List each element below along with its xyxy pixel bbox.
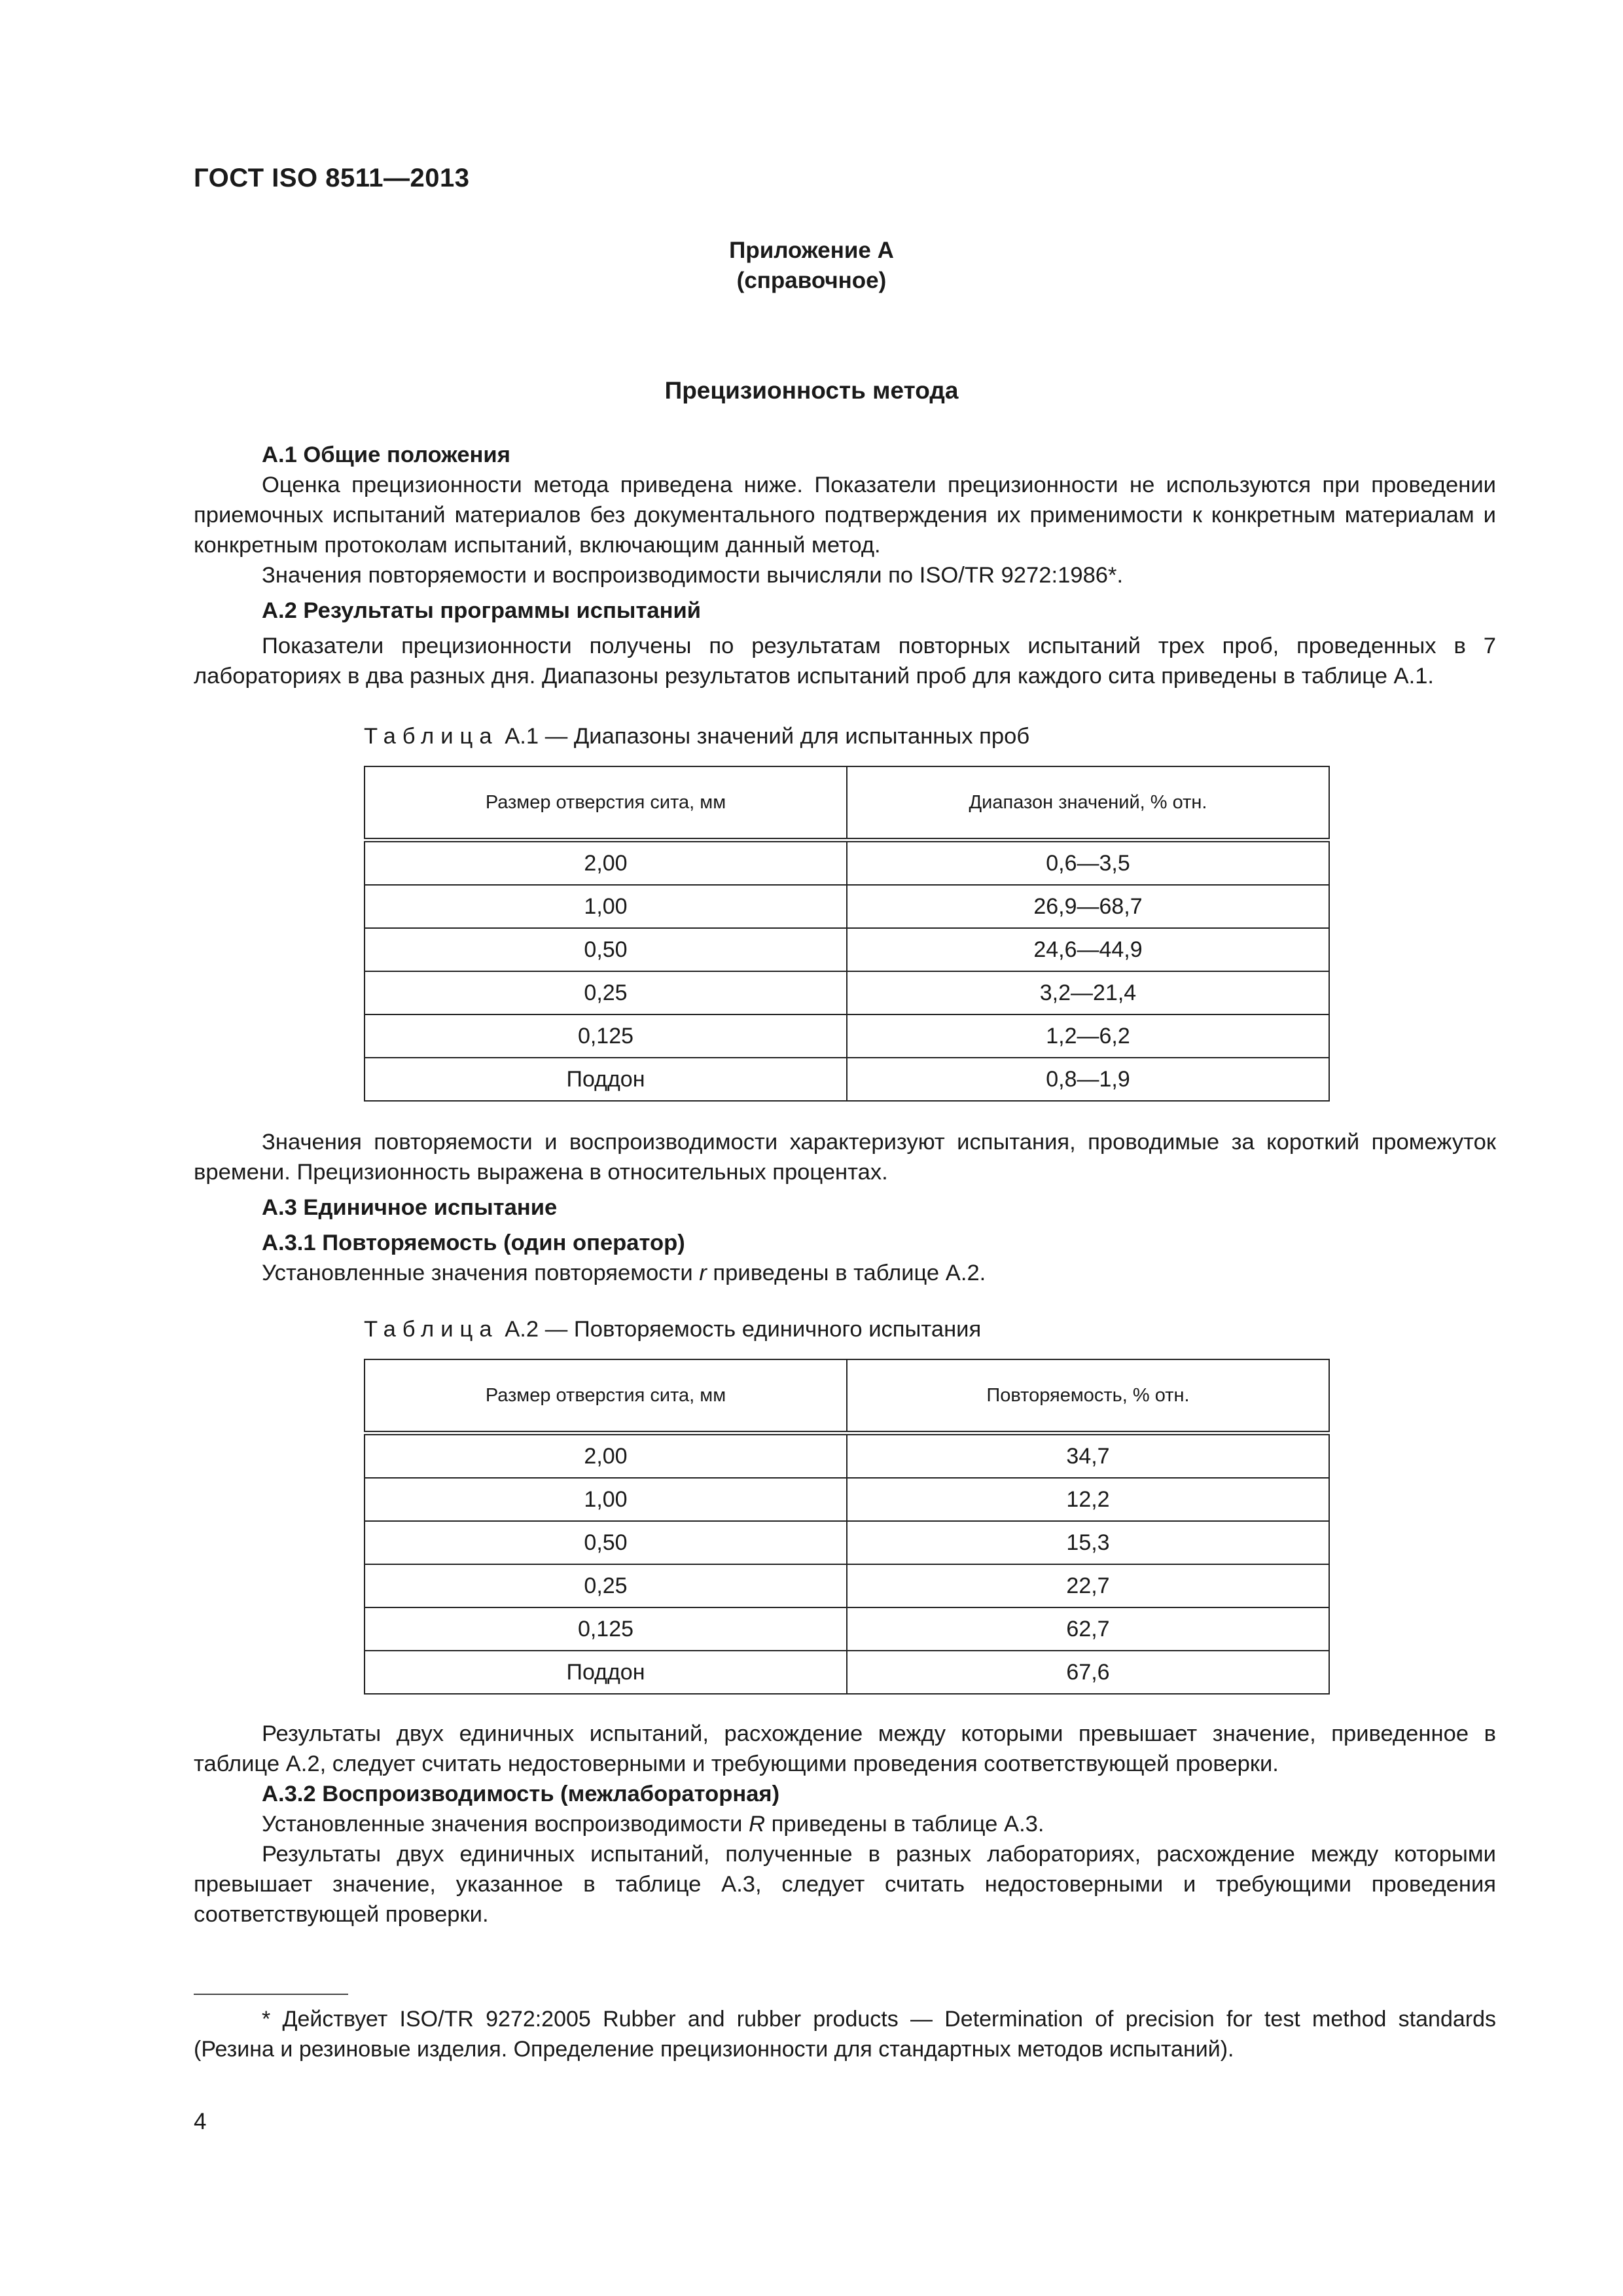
table-cell: 24,6—44,9: [847, 928, 1329, 971]
appendix-type: (справочное): [736, 268, 887, 293]
appendix-heading: [0, 236, 1623, 296]
subsection-heading-a31: А.3.1 Повторяемость (один оператор): [262, 1230, 685, 1255]
table-row: [365, 840, 1329, 886]
table-cell: 67,6: [847, 1651, 1329, 1694]
table-cell: 3,2—21,4: [847, 971, 1329, 1014]
table-row: [365, 1651, 1329, 1694]
table-row: [365, 928, 1329, 971]
table-a2: [364, 1359, 1330, 1695]
section-a3: [194, 1127, 1496, 1288]
variable-R: R: [749, 1812, 766, 1837]
paragraph: Установленные значения повторяемости r приведены в таблице А.2.: [262, 1261, 986, 1285]
table-cell: Поддон: [365, 1058, 847, 1101]
paragraph: Установленные значения воспроизводимости R приведены в таблице А.3.: [262, 1812, 1044, 1837]
paragraph: Результаты двух единичных испытаний, расхождение между которыми превышает значение, приведенное в таблице А.2, следует считать недостоверными и требующими проведения соответствующей проверки.: [194, 1721, 1496, 1776]
table-cell: 0,125: [365, 1607, 847, 1651]
footnote: [194, 2004, 1496, 2064]
section-heading-a3: А.3 Единичное испытание: [262, 1195, 558, 1220]
table-cell: 0,25: [365, 971, 847, 1014]
section-a1-a2: [194, 440, 1496, 691]
column-header: Размер отверстия сита, мм: [365, 1359, 847, 1433]
table-row: [365, 1607, 1329, 1651]
caption-text: А.1 — Диапазоны значений для испытанных проб: [505, 724, 1030, 749]
table-header-row: [365, 1359, 1329, 1433]
caption-label: Таблица: [364, 724, 499, 749]
column-header: Повторяемость, % отн.: [847, 1359, 1329, 1433]
table-cell: 1,00: [365, 885, 847, 928]
caption-text: А.2 — Повторяемость единичного испытания: [505, 1317, 982, 1342]
table-cell: 0,8—1,9: [847, 1058, 1329, 1101]
table-cell: 1,00: [365, 1478, 847, 1521]
table-cell: 0,25: [365, 1564, 847, 1607]
table-cell: 0,125: [365, 1014, 847, 1058]
footnote-text: * Действует ISO/TR 9272:2005 Rubber and rubber products — Determination of precision for test method standards (Резина и резиновые изделия. Определение прецизионности для стандартных методов испытаний).: [194, 2007, 1496, 2062]
page-number: 4: [194, 2109, 207, 2134]
table-caption-a1: [364, 724, 1029, 749]
table-cell: 0,50: [365, 1521, 847, 1564]
table-cell: 15,3: [847, 1521, 1329, 1564]
section-a32: [194, 1719, 1496, 1929]
table-row: [365, 1014, 1329, 1058]
table-row: [365, 1564, 1329, 1607]
table-cell: 1,2—6,2: [847, 1014, 1329, 1058]
appendix-name: Приложение А: [729, 238, 894, 263]
table-cell: 22,7: [847, 1564, 1329, 1607]
table-cell: 2,00: [365, 1433, 847, 1479]
document-id: ГОСТ ISO 8511—2013: [194, 164, 470, 192]
appendix-title: Прецизионность метода: [664, 377, 959, 404]
table-cell: 62,7: [847, 1607, 1329, 1651]
table-row: [365, 1478, 1329, 1521]
table-header-row: [365, 766, 1329, 840]
subsection-heading-a32: А.3.2 Воспроизводимость (межлабораторная): [262, 1782, 780, 1806]
section-heading-a2: А.2 Результаты программы испытаний: [262, 598, 702, 623]
table-row: [365, 1058, 1329, 1101]
table-row: [365, 971, 1329, 1014]
table-caption-a2: [364, 1317, 981, 1342]
table-cell: 26,9—68,7: [847, 885, 1329, 928]
column-header: Диапазон значений, % отн.: [847, 766, 1329, 840]
table-cell: Поддон: [365, 1651, 847, 1694]
table-a1: [364, 766, 1330, 1102]
variable-r: r: [699, 1261, 707, 1285]
paragraph: Значения повторяемости и воспроизводимости вычисляли по ISO/TR 9272:1986*.: [262, 563, 1124, 588]
table-cell: 12,2: [847, 1478, 1329, 1521]
table-row: [365, 885, 1329, 928]
table-cell: 0,50: [365, 928, 847, 971]
caption-label: Таблица: [364, 1317, 499, 1342]
footnote-divider: [194, 1994, 348, 1995]
table-cell: 2,00: [365, 840, 847, 886]
table-cell: 0,6—3,5: [847, 840, 1329, 886]
section-heading-a1: А.1 Общие положения: [262, 442, 510, 467]
paragraph: Показатели прецизионности получены по результатам повторных испытаний трех проб, проведенных в 7 лабораториях в два разных дня. Диапазоны результатов испытаний проб для каждого сита приведены в таблице А.1.: [194, 634, 1496, 689]
table-row: [365, 1521, 1329, 1564]
paragraph: Оценка прецизионности метода приведена ниже. Показатели прецизионности не используются при проведении приемочных испытаний материалов без документального подтверждения их применимости к конкретным материалам и конкретным протоколам испытаний, включающим данный метод.: [194, 473, 1496, 558]
paragraph: Значения повторяемости и воспроизводимости характеризуют испытания, проводимые за короткий промежуток времени. Прецизионность выражена в относительных процентах.: [194, 1130, 1496, 1185]
table-cell: 34,7: [847, 1433, 1329, 1479]
table-row: [365, 1433, 1329, 1479]
column-header: Размер отверстия сита, мм: [365, 766, 847, 840]
paragraph: Результаты двух единичных испытаний, полученные в разных лабораториях, расхождение между которыми превышает значение, указанное в таблице А.3, следует считать недостоверными и требующими проведения соответствующей проверки.: [194, 1842, 1496, 1927]
